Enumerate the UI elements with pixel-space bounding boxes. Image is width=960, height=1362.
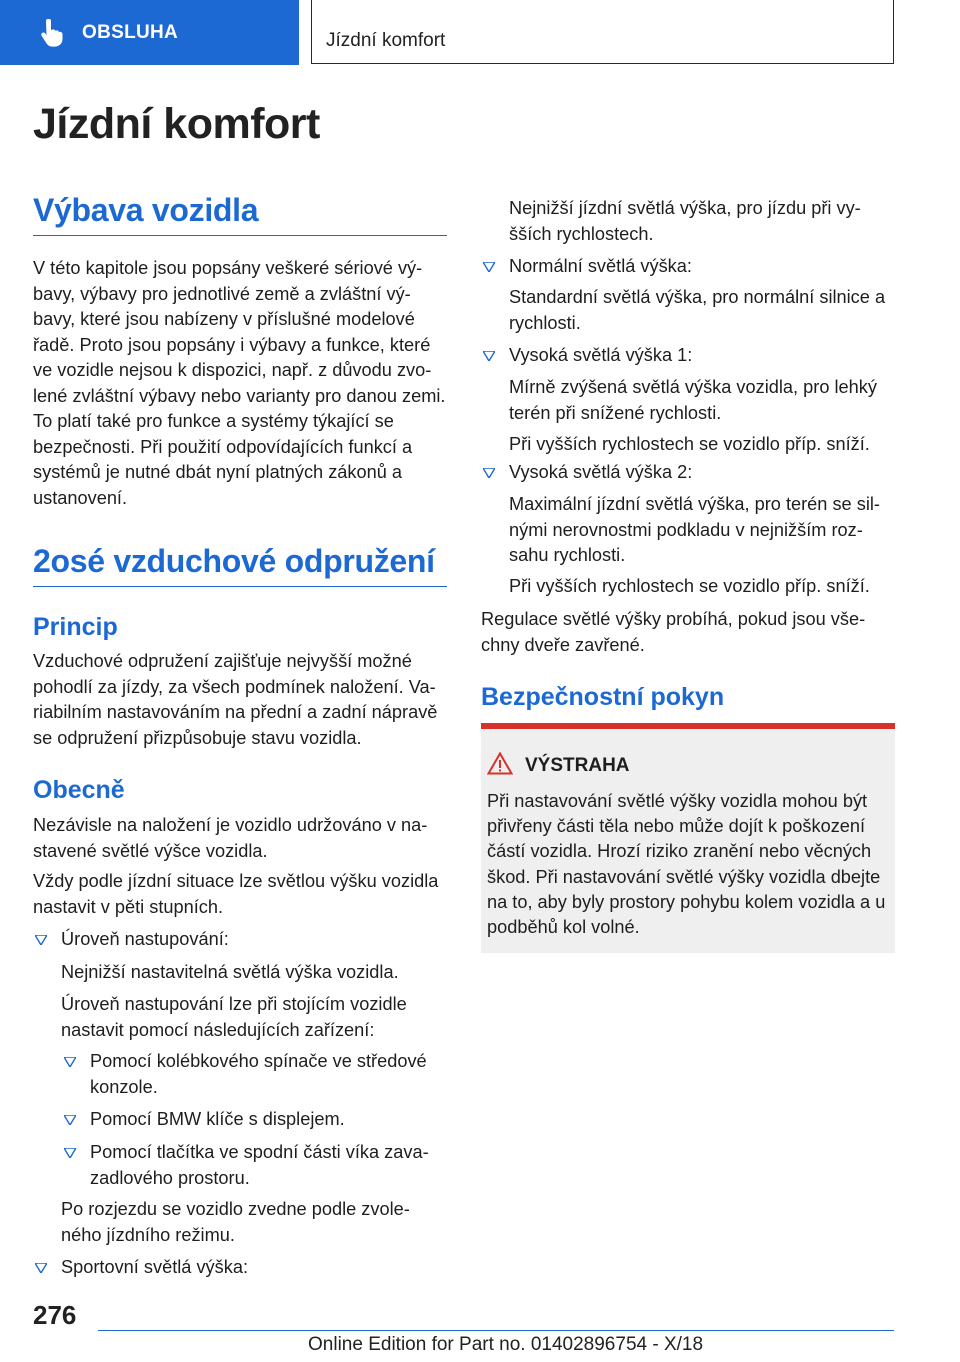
list-item-desc: Po rozjezdu se vozidlo zvedne podle zvole-ného jízdního režimu.: [61, 1199, 410, 1245]
closing-text: Regulace světlé výšky probíhá, pokud jsou vše-chny dveře zavřené.: [481, 609, 866, 655]
list-item-label: Úroveň nastupování:: [61, 929, 229, 949]
bullet-triangle-icon: [35, 935, 47, 945]
sub-list-item: Pomocí kolébkového spínače ve středové konzole.: [90, 1051, 427, 1097]
section-tab[interactable]: [0, 0, 299, 65]
sub-list-item: Pomocí tlačítka ve spodní části víka zava-zadlového prostoru.: [90, 1142, 429, 1188]
bullet-triangle-icon: [64, 1115, 76, 1125]
bullet-triangle-icon: [64, 1148, 76, 1158]
heading-princip: Princip: [33, 613, 118, 641]
hand-pointer-icon: [38, 19, 64, 47]
chapter-header: [311, 0, 894, 64]
list-item-label: Normální světlá výška:: [509, 256, 692, 276]
princip-text: Vzduchové odpružení zajišťuje nejvyšší možné pohodlí za jízdy, za všech podmínek naložení. Va-riabilním nastavováním na přední a zadní nápravě se odpružení přizpůsobuje stavu vozidla.: [33, 651, 438, 748]
list-item-desc: Úroveň nastupování lze při stojícím vozidle nastavit pomocí následujících zařízení:: [61, 994, 407, 1040]
chapter-header-label: Jízdní komfort: [326, 30, 446, 51]
heading-vybava: Výbava vozidla: [33, 192, 447, 236]
heading-odpruzeni: 2osé vzduchové odpružení: [33, 543, 447, 587]
section-tab-label: OBSLUHA: [82, 21, 179, 43]
list-item-desc: Nejnižší nastavitelná světlá výška vozidla.: [61, 962, 399, 982]
sub-list-item: Pomocí BMW klíče s displejem.: [90, 1109, 345, 1129]
bullet-triangle-icon: [483, 468, 495, 478]
warning-triangle-icon: [487, 752, 513, 775]
warning-text: Při nastavování světlé výšky vozidla mohou být přivřeny části těla nebo může dojít k poškození částí vozidla. Hrozí riziko zranění nebo věcných škod. Při nastavování světlé výšky vozidla dbejte na to, aby byly prostory pohybu kolem vozidla a u podběhů kol volné.: [487, 791, 886, 938]
obecne-p2: Vždy podle jízdní situace lze světlou výšku vozidla nastavit v pěti stupních.: [33, 871, 439, 917]
heading-obecne: Obecně: [33, 776, 125, 804]
bullet-triangle-icon: [64, 1057, 76, 1067]
bullet-triangle-icon: [483, 351, 495, 361]
bullet-triangle-icon: [483, 262, 495, 272]
heading-bezpecnost: Bezpečnostní pokyn: [481, 683, 725, 711]
page-title: Jízdní komfort: [33, 100, 320, 148]
warning-title: VÝSTRAHA: [525, 755, 630, 776]
vybava-text: V této kapitole jsou popsány veškeré sériové vý-bavy, výbavy pro jednotlivé země a zvláštní vý-bavy, které jsou nabízeny v příslušné modelové řadě. Proto jsou popsány i výbavy a funkce, které ve vozidle nejsou k dispozici, např. z důvodu zvo-lené zvláštní výbavy nebo varianty pro danou zemi. To platí také pro funkce a systémy týkající se bezpečnosti. Při použití odpovídajících funkcí a systémů je nutné dbát nyní platných zákonů a ustanovení.: [33, 258, 446, 508]
list-item-label: Vysoká světlá výška 2:: [509, 462, 693, 482]
list-item-desc: Mírně zvýšená světlá výška vozidla, pro lehký terén při snížené rychlosti.: [509, 377, 877, 423]
list-item-label: Sportovní světlá výška:: [61, 1257, 249, 1277]
list-item-desc: Standardní světlá výška, pro normální silnice a rychlosti.: [509, 287, 886, 333]
list-item-desc: Při vyšších rychlostech se vozidlo příp. sníží.: [509, 434, 870, 454]
page-number: 276: [33, 1300, 77, 1330]
list-item-desc: Maximální jízdní světlá výška, pro terén se sil-nými nerovnostmi podkladu v nejnižším roz-sahu rychlosti.: [509, 494, 880, 565]
obecne-p1: Nezávisle na naložení je vozidlo udržováno v na-stavené světlé výšce vozidla.: [33, 815, 428, 861]
footer-divider: [98, 1330, 894, 1331]
footer-edition: Online Edition for Part no. 01402896754 - X/18: [308, 1334, 704, 1355]
warning-box: [481, 723, 895, 953]
bullet-triangle-icon: [35, 1263, 47, 1273]
list-item-desc: Při vyšších rychlostech se vozidlo příp. sníží.: [509, 576, 870, 596]
list-item-desc: Nejnižší jízdní světlá výška, pro jízdu při vy-šších rychlostech.: [509, 198, 861, 244]
list-item-label: Vysoká světlá výška 1:: [509, 345, 693, 365]
